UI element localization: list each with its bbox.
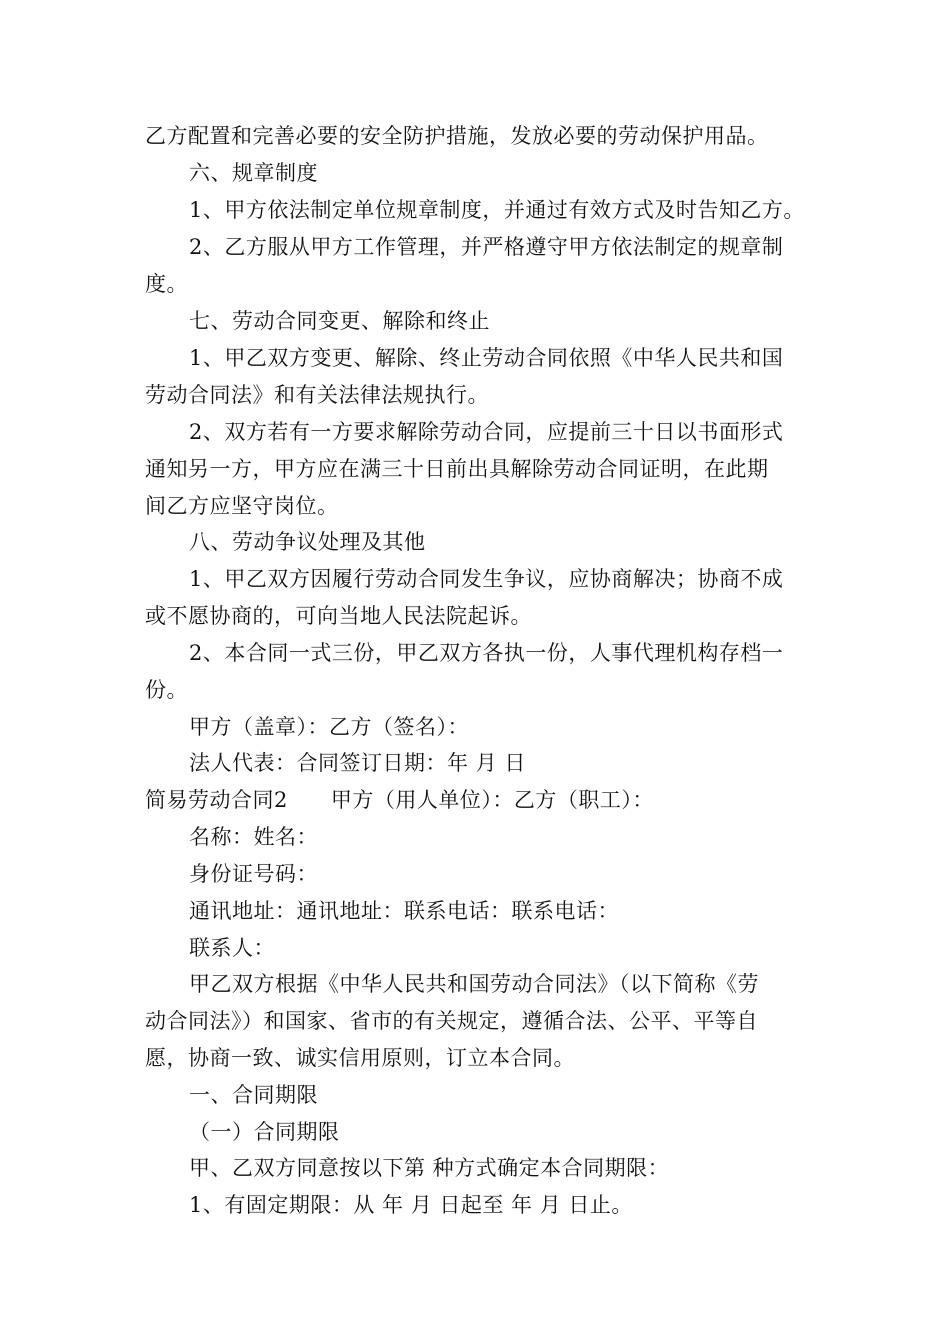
- text-line: 通知另一方，甲方应在满三十日前出具解除劳动合同证明，在此期: [145, 457, 769, 481]
- text-line: 甲、乙双方同意按以下第 种方式确定本合同期限：: [189, 1156, 670, 1180]
- text-line: 甲乙双方根据《中华人民共和国劳动合同法》（以下简称《劳: [189, 972, 759, 996]
- signature-line: 法人代表：合同签订日期：年 月 日: [189, 751, 526, 775]
- signature-line: 甲方（盖章）：乙方（签名）：: [189, 715, 469, 739]
- text-line: 度。: [145, 272, 188, 296]
- text-line: 间乙方应坚守岗位。: [145, 494, 339, 518]
- text-line: 1、有固定期限：从 年 月 日起至 年 月 日止。: [189, 1193, 633, 1217]
- section-heading: 八、劳动争议处理及其他: [189, 530, 426, 554]
- section-heading: 七、劳动合同变更、解除和终止: [189, 309, 490, 333]
- text-line: 劳动合同法》和有关法律法规执行。: [145, 383, 489, 407]
- section-heading: 一、合同期限: [189, 1083, 318, 1107]
- text-line: 2、本合同一式三份，甲乙双方各执一份，人事代理机构存档一: [189, 641, 784, 665]
- text-line: 1、甲方依法制定单位规章制度，并通过有效方式及时告知乙方。: [189, 198, 805, 222]
- form-field-line: 名称：姓名：: [189, 825, 318, 849]
- text-line: 1、甲乙双方变更、解除、终止劳动合同依照《中华人民共和国: [189, 346, 784, 370]
- text-line: 愿，协商一致、诚实信用原则，订立本合同。: [145, 1046, 575, 1070]
- text-line: 1、甲乙双方因履行劳动合同发生争议，应协商解决；协商不成: [189, 567, 784, 591]
- text-line: 2、乙方服从甲方工作管理，并严格遵守甲方依法制定的规章制: [189, 235, 784, 259]
- form-field-line: 通讯地址：通讯地址：联系电话：联系电话：: [189, 899, 619, 923]
- text-line: 或不愿协商的，可向当地人民法院起诉。: [145, 604, 532, 628]
- text-line: 2、双方若有一方要求解除劳动合同，应提前三十日以书面形式: [189, 420, 784, 444]
- text-line: 乙方配置和完善必要的安全防护措施，发放必要的劳动保护用品。: [145, 124, 769, 148]
- text-line: 动合同法》）和国家、省市的有关规定，遵循合法、公平、平等自: [145, 1009, 758, 1033]
- section-heading: 六、规章制度: [189, 161, 318, 185]
- subsection-heading: （一）合同期限: [189, 1120, 340, 1144]
- form-field-line: 身份证号码：: [189, 862, 318, 886]
- contract-title-line: 简易劳动合同2 甲方（用人单位）：乙方（职工）：: [145, 788, 654, 812]
- text-line: 份。: [145, 678, 188, 702]
- form-field-line: 联系人：: [189, 936, 275, 960]
